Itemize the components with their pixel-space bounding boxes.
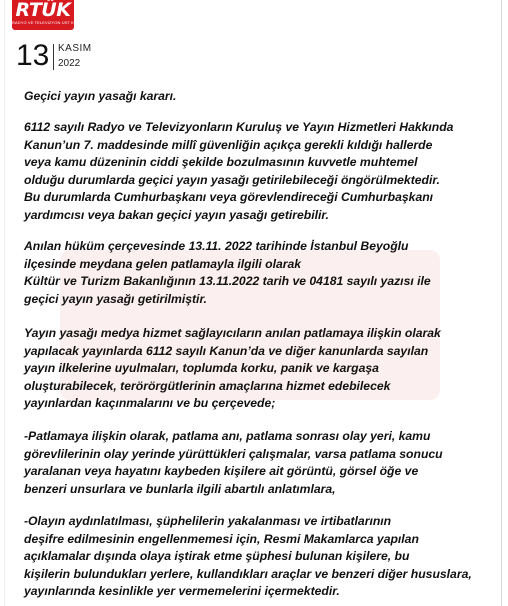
date-year: 2022 [58, 58, 81, 69]
logo-wordmark: RTÜK [15, 0, 71, 21]
logo-subtitle: RADYO VE TELEVİZYON ÜST KURULU [12, 20, 89, 25]
paragraph-4: -Patlamaya ilişkin olarak, patlama anı, patlama sonrası olay yeri, kamu görevlilerinin olay yerinde yürüttükleri çalışmalar, varsa patlama sonucu yaralanan veya hayatını kaybeden kişilere ait görüntü, görsel öğe ve benzeri unsurlara ve bunlarla ilgili abartılı anlatımlara, [24, 429, 443, 496]
date-divider [53, 44, 54, 70]
paragraph-5: -Olayın aydınlatılması, şüphelilerin yakalanması ve irtibatlarının deşifre edilmesinin engellenmemesi için, Resmi Makamlarca yapılan açıklamalar dışında olaya iştirak etme şüphesi bulunan kişilere, bu kişilerin bulundukları yerlere, kullandıkları araçlar ve benzeri diğer hususlara, yayınlarında kesinlikle yer vermemelerini içermektedir. [24, 514, 472, 599]
rtuk-logo [12, 0, 89, 30]
paragraph-1: 6112 sayılı Radyo ve Televizyonların Kuruluş ve Yayın Hizmetleri Hakkında Kanun’un 7. maddesinde millî güvenliğin açıkça gerekli kıldığı hallerde veya kamu düzeninin ciddi şekilde bozulmasının kuvvetle muhtemel olduğu durumlarda geçici yayın yasağı getirilebileceği öngörülmektedir. Bu durumlarda Cumhurbaşkanı veya görevlendireceği Cumhurbaşkanı yardımcısı veya bakan geçici yayın yasağı getirebilir. [24, 120, 454, 222]
date-day: 13 [16, 39, 50, 72]
date-month: KASIM [58, 43, 92, 54]
paragraph-2: Anılan hüküm çerçevesinde 13.11. 2022 tarihinde İstanbul Beyoğlu ilçesinde meydana gelen patlamayla ilgili olarak Kültür ve Turizm Bakanlığının 13.11.2022 tarih ve 04181 sayılı yazısı ile geçici yayın yasağı getirilmiştir. [24, 239, 431, 306]
paragraph-3: Yayın yasağı medya hizmet sağlayıcıların anılan patlamaya ilişkin olarak yapılacak yayınlarda 6112 sayılı Kanun’da ve diğer kanunlarda sayılan yayın ilkelerine uyulmaları, toplumda korku, panik ve kargaşa oluşturabilecek, terörörgütlerinin amaçlarına hizmet edebilecek yayınlardan kaçınmalarını ve bu çerçevede; [24, 326, 441, 411]
document-title: Geçici yayın yasağı kararı. [24, 89, 177, 103]
